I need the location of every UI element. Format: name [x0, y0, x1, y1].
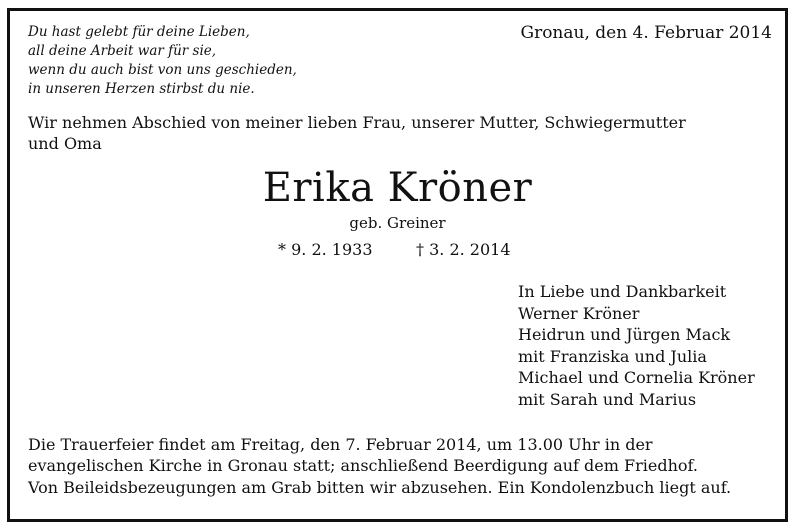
- intro-text: [28, 112, 686, 154]
- poem-line: in unseren Herzen stirbst du nie.: [28, 81, 255, 97]
- mourner-line: Werner Kröner: [518, 303, 640, 323]
- deceased-name: Erika Kröner: [262, 165, 533, 211]
- ceremony-line: Die Trauerfeier findet am Freitag, den 7. Februar 2014, um 13.00 Uhr in der: [28, 435, 653, 454]
- ceremony-line: evangelischen Kirche in Gronau statt; anschließend Beerdigung auf dem Friedhof.: [28, 456, 698, 476]
- mourners-list: [518, 281, 755, 411]
- mourner-line: mit Franziska und Julia: [518, 346, 707, 366]
- death-date: † 3. 2. 2014: [416, 240, 511, 259]
- mourner-line: In Liebe und Dankbarkeit: [518, 282, 727, 301]
- poem-line: wenn du auch bist von uns geschieden,: [28, 62, 297, 78]
- maiden-name: geb. Greiner: [349, 214, 446, 232]
- ceremony-details: [28, 434, 731, 498]
- intro-line: Wir nehmen Abschied von meiner lieben Frau, unserer Mutter, Schwiegermutter: [28, 113, 686, 132]
- ceremony-line: Von Beileidsbezeugungen am Grab bitten wir abzusehen. Ein Kondolenzbuch liegt auf.: [28, 477, 732, 497]
- poem-line: all deine Arbeit war für sie,: [28, 43, 217, 59]
- poem-line: Du hast gelebt für deine Lieben,: [28, 24, 250, 40]
- mourner-line: Heidrun und Jürgen Mack: [518, 325, 731, 345]
- intro-line: und Oma: [28, 134, 102, 153]
- mourner-line: mit Sarah und Marius: [518, 389, 697, 409]
- mourner-line: Michael und Cornelia Kröner: [518, 368, 755, 388]
- place-and-date: Gronau, den 4. Februar 2014: [520, 23, 772, 43]
- poem-verse: [28, 23, 297, 99]
- birth-date: * 9. 2. 1933: [278, 240, 373, 259]
